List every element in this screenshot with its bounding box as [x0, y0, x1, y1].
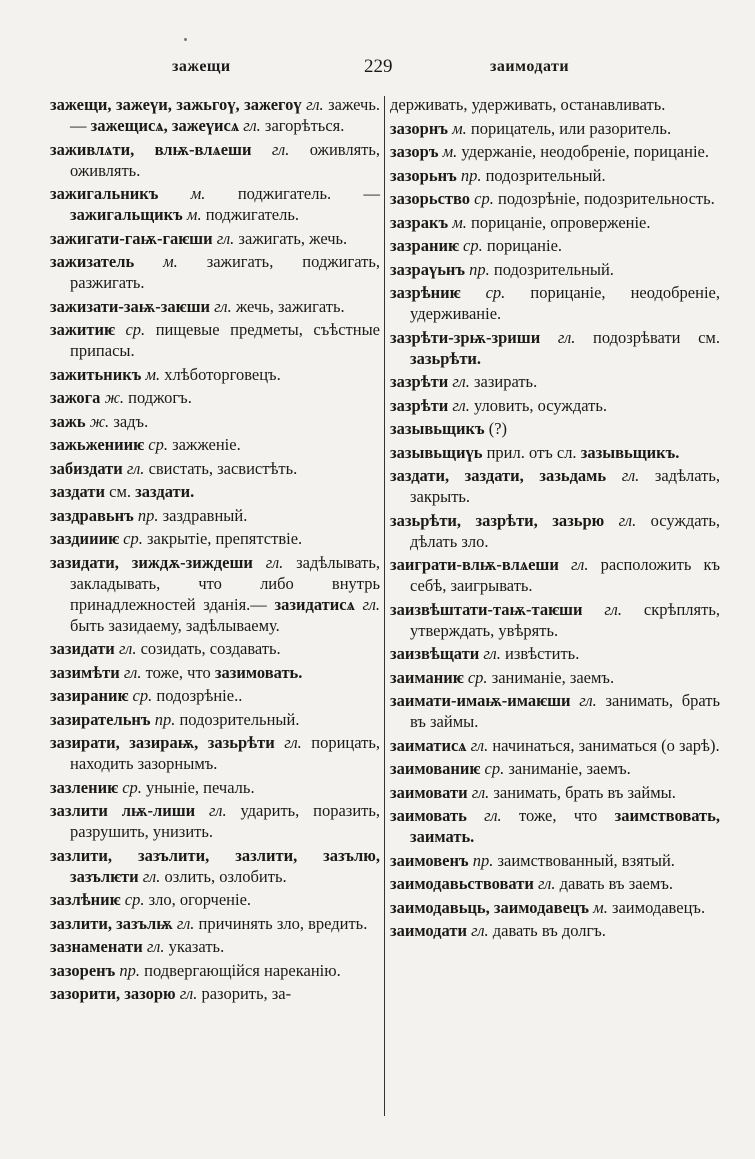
dictionary-entry	[50, 251, 380, 293]
entry-grammar: гл.	[471, 921, 489, 940]
entry-definition: быть зазидаему, задѣлываему.	[70, 615, 280, 635]
entry-headword: зажизати-заѭ-заѥши	[50, 296, 211, 316]
entry-grammar: гл.	[209, 801, 227, 820]
entry-definition: зажигать, жечь.	[238, 228, 348, 248]
entry-definition: скрѣплять, утверждать, увѣрять.	[410, 599, 720, 640]
entry-headword: зажизатель	[50, 252, 135, 271]
dictionary-entry	[50, 458, 380, 479]
dictionary-entry	[390, 212, 720, 233]
entry-definition: задѣлывать, закладывать, что либо внутрь принадлежностей зданія.—	[70, 552, 381, 614]
entry-headword: забиздати	[50, 458, 123, 478]
entry-headword: заживлѧти, влѭ-влѧеши	[50, 139, 252, 159]
entry-grammar: м.	[452, 212, 467, 232]
entry-grammar: гл.	[471, 782, 490, 802]
dictionary-entry	[390, 442, 720, 463]
entry-headword: зазорити, зазорю	[50, 984, 176, 1003]
entry-grammar: ср.	[467, 667, 488, 687]
entry-definition: расположить къ себѣ, заигрывать.	[410, 555, 720, 595]
dictionary-entry	[390, 188, 720, 209]
entry-definition: оживлять, оживлять.	[70, 139, 381, 180]
dictionary-entry	[50, 505, 380, 526]
entry-grammar: гл.	[557, 327, 576, 347]
entry-definition: поджогъ.	[128, 388, 192, 407]
entry-definition: давать въ долгъ.	[492, 921, 606, 940]
dictionary-entry	[50, 387, 380, 408]
entry-definition: тоже, что	[518, 806, 598, 825]
dictionary-entry	[50, 732, 380, 774]
print-speck	[184, 38, 187, 41]
entry-definition: см.	[109, 482, 132, 501]
entry-headword: заизвѣщати	[390, 644, 480, 663]
entry-subheadword: зажигальщикъ	[70, 205, 183, 224]
entry-subheadword: заздати.	[135, 482, 195, 501]
entry-definition: озлить, озлобить.	[164, 866, 287, 886]
entry-definition: подозрительный.	[493, 259, 614, 279]
entry-headword: зажога	[50, 388, 101, 407]
dictionary-entry	[390, 259, 720, 280]
dictionary-entry	[390, 554, 720, 596]
entry-headword: зазлениѥ	[50, 777, 119, 797]
entry-grammar: гл.	[537, 874, 556, 893]
entry-definition: задѣлать, закрыть.	[410, 466, 721, 506]
entry-headword: заимованиѥ	[390, 759, 481, 778]
entry-headword: заимодати	[390, 921, 467, 940]
entry-definition: порицаніе.	[486, 236, 563, 255]
entry-definition: закрытіе, препятствіе.	[146, 529, 303, 548]
dictionary-entry	[390, 850, 720, 871]
entry-definition: порицаніе, неодобреніе, удерживаніе.	[410, 283, 720, 323]
entry-subheadword: зазимовать.	[214, 662, 303, 682]
entry-grammar: гл.	[579, 691, 597, 710]
entry-grammar: ж.	[104, 388, 125, 407]
entry-definition: задъ.	[113, 411, 149, 431]
entry-definition: свистать, засвистѣть.	[148, 458, 298, 478]
dictionary-entry	[390, 510, 720, 552]
entry-headword: заимовать	[390, 806, 467, 825]
entry-grammar: гл.	[123, 662, 142, 682]
dictionary-entry	[390, 118, 720, 139]
entry-headword: заздравьнъ	[50, 505, 134, 525]
entry-grammar: гл.	[176, 913, 195, 933]
entry-headword: зазлити лѭ-лиши	[50, 801, 196, 820]
entry-definition: подозрѣвати см.	[593, 327, 720, 347]
entry-headword: зажьженииѥ	[50, 435, 145, 454]
entry-grammar: ср.	[125, 320, 146, 339]
dictionary-entry	[50, 845, 380, 887]
entry-headword: заимовати	[390, 782, 468, 802]
entry-definition: заниманіе, заемъ.	[508, 759, 631, 778]
dictionary-entry	[50, 528, 380, 549]
entry-definition: загорѣться.	[264, 116, 345, 135]
entry-grammar: ср.	[484, 759, 505, 778]
entry-headword: зажигальникъ	[50, 184, 159, 203]
entry-headword: заиграти-влѭ-влѧеши	[390, 555, 559, 574]
entry-definition: хлѣботорговецъ.	[164, 364, 281, 384]
entry-definition: заниманіе, заемъ.	[491, 667, 615, 687]
entry-headword: заздати	[50, 482, 105, 501]
dictionary-entry	[390, 418, 720, 439]
entry-definition: осуждать, дѣлать зло.	[410, 510, 720, 551]
dictionary-entry	[50, 709, 380, 730]
dictionary-entry	[390, 873, 720, 894]
entry-subheadword: зажещисѧ, зажеүисѧ	[90, 116, 240, 135]
entry-headword: зазнаменати	[50, 937, 143, 956]
dictionary-entry	[390, 643, 720, 664]
dictionary-entry	[390, 805, 720, 847]
entry-subheadword: зазидатисѧ	[274, 594, 355, 614]
entry-definition: удержаніе, неодобреніе, порицаніе.	[461, 142, 709, 161]
entry-grammar: гл.	[284, 733, 302, 752]
entry-headword: зазывьщиүь	[390, 442, 483, 462]
entry-headword: зазлѣниѥ	[50, 890, 121, 909]
entry-grammar: пр.	[472, 850, 494, 870]
entry-definition: зажигать, поджигать, разжигать.	[70, 252, 380, 292]
entry-definition: пищевые предметы, съѣстные припасы.	[70, 320, 380, 360]
entry-definition: зажженіе.	[172, 435, 241, 454]
entry-headword: зазоръ	[390, 142, 439, 161]
dictionary-entry	[390, 599, 720, 641]
dictionary-entry	[390, 667, 720, 688]
entry-definition: зло, огорченіе.	[148, 890, 252, 909]
entry-grammar: ср.	[123, 529, 143, 548]
entry-headword: зазраниѥ	[390, 236, 459, 255]
entry-grammar: м.	[186, 205, 202, 224]
entry-headword: зазрѣти-зрѭ-зриши	[390, 327, 541, 347]
entry-definition: подозрѣніе, подозрительность.	[498, 189, 715, 208]
dictionary-entry	[50, 936, 380, 957]
dictionary-entry	[390, 141, 720, 162]
entry-definition: давать въ заемъ.	[559, 874, 673, 893]
dictionary-entry	[390, 395, 720, 416]
entry-grammar: гл.	[146, 937, 165, 956]
entry-headword: зазирати, зазираѭ, зазьрѣти	[50, 733, 275, 752]
entry-grammar: ср.	[124, 890, 145, 909]
entry-grammar: гл.	[570, 555, 589, 574]
entry-grammar: пр.	[119, 960, 141, 980]
entry-grammar: гл.	[604, 599, 622, 619]
entry-headword: зажитиѥ	[50, 320, 115, 339]
entry-grammar: м.	[452, 118, 467, 138]
header-right-word: заимодати	[490, 58, 570, 75]
entry-grammar: гл.	[214, 296, 232, 316]
page-number: 229	[364, 56, 393, 77]
entry-definition: держивать, удерживать, останавливать.	[390, 95, 666, 114]
entry-definition: начинаться, заниматься (о зарѣ).	[492, 735, 720, 755]
entry-definition: подвергающійся нареканію.	[144, 960, 341, 980]
entry-headword: зазывьщикъ	[390, 419, 485, 438]
entry-headword: зазоренъ	[50, 960, 116, 980]
entry-grammar: гл.	[618, 510, 637, 530]
entry-definition: занимать, брать въ займы.	[493, 782, 676, 802]
entry-headword: заимодавьць, заимодавецъ	[390, 897, 590, 917]
dictionary-entry	[50, 296, 380, 317]
entry-headword: зазлити, зазълити, зазлити, зазълю, зазълѥти	[50, 845, 380, 886]
entry-headword: заиматисѧ	[390, 735, 467, 755]
entry-definition: извѣстить.	[505, 644, 580, 663]
entry-headword: зазракъ	[390, 212, 449, 232]
dictionary-entry	[50, 411, 380, 432]
dictionary-entry	[50, 139, 380, 181]
entry-headword: зазирательнъ	[50, 709, 151, 729]
right-column	[390, 94, 720, 944]
dictionary-entry	[50, 434, 380, 455]
entry-headword: заздиииѥ	[50, 529, 120, 548]
entry-definition: поджигатель.	[205, 205, 300, 224]
entry-headword: зазрѣниѥ	[390, 283, 461, 302]
dictionary-entry	[390, 782, 720, 803]
dictionary-entry	[50, 662, 380, 683]
entry-grammar: гл.	[179, 984, 198, 1003]
entry-grammar: м.	[163, 252, 178, 271]
entry-grammar: гл.	[452, 372, 470, 391]
entry-definition: уловить, осуждать.	[474, 395, 607, 415]
dictionary-entry	[390, 758, 720, 779]
entry-grammar: пр.	[469, 259, 490, 279]
entry-grammar: пр.	[154, 709, 176, 729]
entry-headword: зажещи, зажеүи, зажьгоү, зажегоү	[50, 95, 302, 114]
entry-grammar: ср.	[148, 435, 168, 454]
entry-definition: заздравный.	[162, 505, 248, 525]
dictionary-entry	[390, 371, 720, 392]
entry-definition: созидать, создавать.	[140, 639, 281, 658]
entry-grammar: гл.	[362, 594, 381, 614]
dictionary-entry	[390, 735, 720, 756]
entry-headword: зажигати-гаѭ-гаѥши	[50, 228, 213, 248]
entry-grammar: гл.	[126, 458, 145, 478]
entry-definition: подозрительный.	[485, 165, 606, 185]
entry-grammar: гл.	[621, 466, 640, 485]
entry-definition: подозрѣніе..	[156, 686, 243, 705]
entry-grammar: гл.	[118, 639, 137, 658]
entry-definition: порицатель, или разоритель.	[470, 118, 672, 138]
dictionary-entry	[50, 638, 380, 659]
entry-grammar: гл.	[470, 735, 489, 755]
entry-grammar: гл.	[243, 116, 261, 135]
entry-definition: порицать, находить зазорнымъ.	[70, 733, 381, 773]
entry-grammar: гл.	[483, 644, 501, 663]
entry-grammar: ж.	[89, 411, 110, 431]
dictionary-entry	[50, 889, 380, 910]
dictionary-entry	[50, 552, 380, 636]
dictionary-entry	[50, 364, 380, 385]
entry-subheadword: заимствовать, заимать.	[410, 806, 721, 846]
entry-grammar: гл.	[306, 95, 324, 114]
dictionary-entry	[50, 319, 380, 361]
entry-headword: заимодавьствовати	[390, 874, 534, 893]
entry-grammar: гл.	[271, 139, 290, 159]
entry-definition: (?)	[488, 419, 508, 438]
entry-headword: зазрѣти	[390, 395, 449, 415]
dictionary-entry	[390, 165, 720, 186]
entry-subheadword: зазьрѣти.	[410, 348, 482, 368]
dictionary-entry	[390, 465, 720, 507]
entry-subheadword: зазывьщикъ.	[580, 442, 680, 462]
entry-definition: прил. отъ сл.	[486, 442, 577, 462]
dictionary-entry	[50, 777, 380, 798]
entry-grammar: ср.	[474, 189, 494, 208]
entry-grammar: ср.	[122, 777, 142, 797]
entry-headword: зазидати, зиждѫ-зиждеши	[50, 552, 253, 572]
entry-definition: подозрительный.	[179, 709, 300, 729]
dictionary-entry	[50, 960, 380, 981]
column-divider	[384, 96, 385, 1116]
dictionary-entry	[50, 800, 380, 842]
entry-headword: заизвѣштати-таѭ-таѥши	[390, 599, 583, 619]
left-column	[50, 94, 380, 1007]
entry-definition: заимствованный, взятый.	[497, 850, 675, 870]
dictionary-entry	[390, 920, 720, 941]
entry-headword: заздати, заздати, зазьдамь	[390, 466, 607, 485]
dictionary-entry	[50, 481, 380, 502]
entry-headword: заимати-имаѭ-имаѥши	[390, 691, 571, 710]
entry-headword: зажитьникъ	[50, 364, 142, 384]
entry-definition: занимать, брать въ займы.	[410, 691, 720, 731]
entry-grammar: гл.	[452, 395, 470, 415]
dictionary-entry	[50, 913, 380, 934]
dictionary-entry	[50, 228, 380, 249]
entry-grammar: м.	[190, 184, 206, 203]
entry-definition: тоже, что	[145, 662, 211, 682]
running-header	[0, 58, 755, 82]
entry-headword: заимовенъ	[390, 850, 469, 870]
entry-definition: разорить, за-	[201, 984, 292, 1003]
entry-headword: зазрѣти	[390, 372, 449, 391]
entry-grammar: пр.	[460, 165, 482, 185]
dictionary-entry	[390, 94, 720, 115]
entry-definition: порицаніе, опроверженіе.	[470, 212, 651, 232]
entry-grammar: м.	[442, 142, 458, 161]
entry-grammar: гл.	[484, 806, 502, 825]
entry-headword: зазимѣти	[50, 662, 120, 682]
entry-grammar: ср.	[485, 283, 506, 302]
entry-definition: ударить, поразить, разрушить, унизить.	[70, 801, 381, 841]
entry-grammar: гл.	[142, 866, 161, 886]
entry-definition: зазирать.	[474, 372, 538, 391]
header-left-word: зажещи	[172, 58, 231, 75]
dictionary-entry	[50, 983, 380, 1004]
entry-grammar: ср.	[463, 236, 483, 255]
entry-grammar: м.	[145, 364, 161, 384]
entry-definition: зажечь. —	[70, 95, 381, 135]
dictionary-entry	[390, 235, 720, 256]
entry-grammar: пр.	[137, 505, 159, 525]
dictionary-entry	[390, 282, 720, 324]
entry-headword: зазидати	[50, 639, 115, 658]
entry-grammar: гл.	[265, 552, 284, 572]
entry-definition: причинять зло, вредить.	[198, 913, 368, 933]
entry-headword: зазорьнъ	[390, 165, 457, 185]
entry-definition: уныніе, печаль.	[146, 777, 255, 797]
entry-grammar: м.	[593, 897, 608, 917]
dictionary-entry	[390, 690, 720, 732]
dictionary-entry	[50, 685, 380, 706]
entry-definition: жечь, зажигать.	[235, 296, 345, 316]
entry-headword: зазьрѣти, зазрѣти, зазьрю	[390, 510, 605, 530]
entry-headword: зазорнъ	[390, 118, 448, 138]
entry-grammar: ср.	[132, 686, 153, 705]
dictionary-entry	[50, 183, 380, 225]
dictionary-entry	[390, 327, 720, 369]
entry-grammar: гл.	[216, 228, 235, 248]
entry-definition: указать.	[168, 937, 225, 956]
entry-headword: зазраүьнъ	[390, 259, 466, 279]
entry-headword: зажь	[50, 411, 86, 431]
entry-headword: зазорьство	[390, 189, 471, 208]
dictionary-entry	[390, 897, 720, 918]
entry-headword: заиманиѥ	[390, 667, 464, 687]
entry-headword: зазираниѥ	[50, 686, 129, 705]
entry-definition: заимодавецъ.	[611, 897, 706, 917]
entry-headword: зазлити, зазълѭ	[50, 913, 173, 933]
dictionary-entry	[50, 94, 380, 136]
entry-definition: поджигатель. —	[237, 184, 381, 203]
